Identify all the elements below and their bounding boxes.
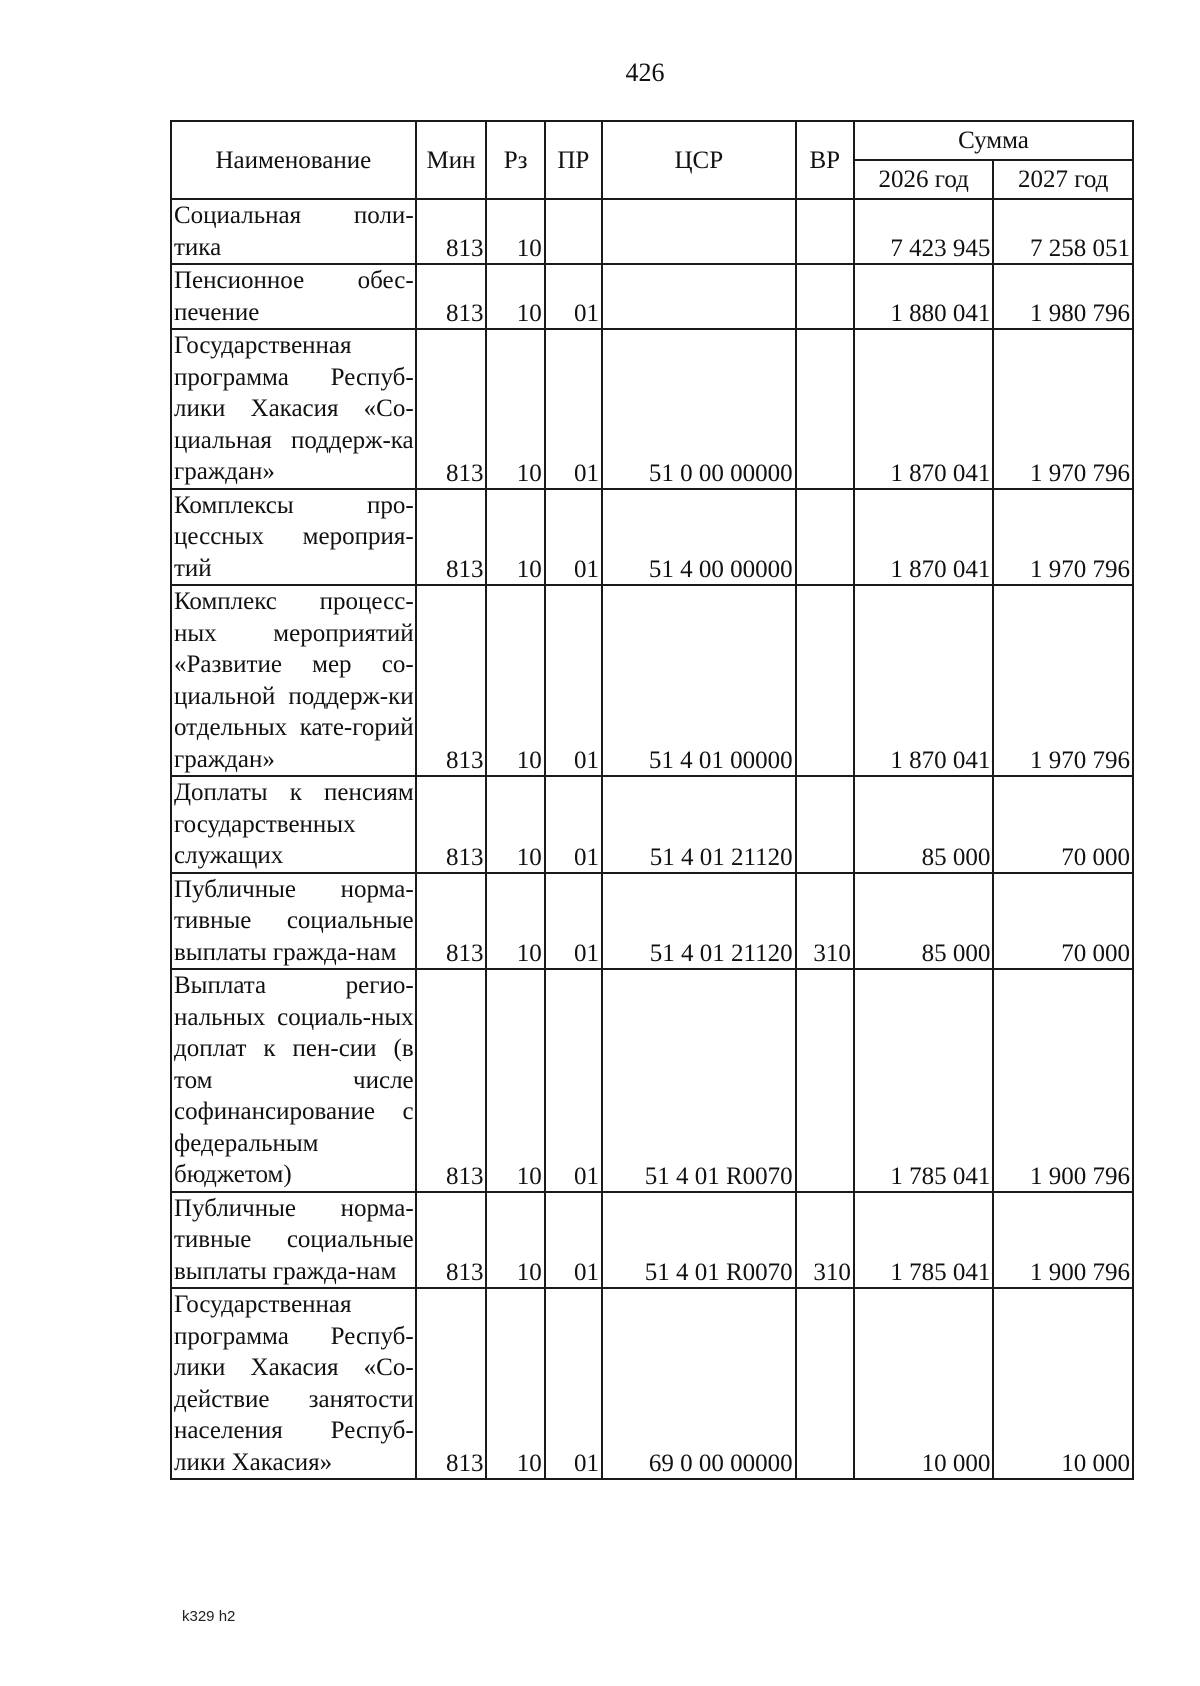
row-pr: 01 [545,264,602,329]
header-name: Наименование [171,121,416,199]
table-row [171,873,1133,970]
row-min: 813 [416,1288,487,1479]
row-rz: 10 [486,264,544,329]
row-rz: 10 [486,1288,544,1479]
row-sum-2027: 1 970 796 [993,489,1133,586]
header-year-2026: 2026 год [854,160,994,199]
row-name: Комплекс процесс-ных мероприятий «Развитие мер со-циальной поддерж-ки отдельных кате-горий граждан» [171,585,416,776]
footer-code: k329 h2 [182,1608,236,1625]
row-min: 813 [416,873,487,970]
row-rz: 10 [486,776,544,873]
row-vr [796,776,854,873]
header-vr: ВР [796,121,854,199]
row-min: 813 [416,264,487,329]
table-row [171,329,1133,489]
row-rz: 10 [486,873,544,970]
row-vr [796,585,854,776]
row-name: Социальная поли-тика [171,199,416,264]
row-sum-2026: 1 870 041 [854,329,994,489]
row-sum-2027: 70 000 [993,873,1133,970]
row-pr: 01 [545,873,602,970]
row-min: 813 [416,199,487,264]
row-min: 813 [416,969,487,1192]
row-csr: 51 4 01 R0070 [602,969,796,1192]
row-pr: 01 [545,776,602,873]
row-name: Выплата регио-нальных социаль-ных доплат к пен-сии (в том числе софинансирование с федеральным бюджетом) [171,969,416,1192]
table-row [171,199,1133,264]
row-name: Государственная программа Респуб-лики Хакасия «Со-действие занятости населения Респуб-лики Хакасия» [171,1288,416,1479]
row-pr: 01 [545,489,602,586]
row-pr: 01 [545,329,602,489]
table-row [171,264,1133,329]
row-pr [545,199,602,264]
header-min: Мин [416,121,487,199]
row-vr [796,969,854,1192]
row-sum-2026: 7 423 945 [854,199,994,264]
row-csr [602,199,796,264]
row-pr: 01 [545,969,602,1192]
row-name: Государственная программа Респуб-лики Хакасия «Со-циальная поддерж-ка граждан» [171,329,416,489]
row-min: 813 [416,489,487,586]
table-row [171,1192,1133,1289]
row-vr: 310 [796,1192,854,1289]
header-year-2027: 2027 год [993,160,1133,199]
row-rz: 10 [486,1192,544,1289]
row-rz: 10 [486,585,544,776]
row-rz: 10 [486,969,544,1192]
row-csr: 51 4 01 R0070 [602,1192,796,1289]
row-vr [796,264,854,329]
row-sum-2027: 7 258 051 [993,199,1133,264]
row-pr: 01 [545,1288,602,1479]
header-row [171,121,1133,160]
row-csr [602,264,796,329]
row-vr [796,329,854,489]
table-row [171,776,1133,873]
row-csr: 51 0 00 00000 [602,329,796,489]
row-rz: 10 [486,489,544,586]
row-csr: 51 4 01 00000 [602,585,796,776]
table-row [171,489,1133,586]
row-vr [796,199,854,264]
header-sum: Сумма [854,121,1133,160]
row-sum-2027: 70 000 [993,776,1133,873]
row-name: Публичные норма-тивные социальные выплаты гражда-нам [171,1192,416,1289]
row-sum-2026: 85 000 [854,776,994,873]
row-sum-2026: 1 785 041 [854,1192,994,1289]
row-vr [796,1288,854,1479]
row-vr [796,489,854,586]
budget-table [170,120,1134,1480]
row-pr: 01 [545,585,602,776]
row-sum-2027: 1 900 796 [993,1192,1133,1289]
row-sum-2027: 1 900 796 [993,969,1133,1192]
row-rz: 10 [486,199,544,264]
header-pr: ПР [545,121,602,199]
row-csr: 51 4 00 00000 [602,489,796,586]
header-csr: ЦСР [602,121,796,199]
row-sum-2026: 1 870 041 [854,489,994,586]
row-csr: 51 4 01 21120 [602,776,796,873]
row-csr: 51 4 01 21120 [602,873,796,970]
row-sum-2026: 10 000 [854,1288,994,1479]
table-body [171,199,1133,1479]
row-sum-2027: 1 970 796 [993,329,1133,489]
row-sum-2027: 1 980 796 [993,264,1133,329]
row-sum-2027: 1 970 796 [993,585,1133,776]
row-sum-2026: 1 880 041 [854,264,994,329]
row-name: Доплаты к пенсиям государственных служащих [171,776,416,873]
row-name: Публичные норма-тивные социальные выплаты гражда-нам [171,873,416,970]
row-rz: 10 [486,329,544,489]
table-row [171,585,1133,776]
row-min: 813 [416,329,487,489]
row-vr: 310 [796,873,854,970]
row-sum-2026: 1 785 041 [854,969,994,1192]
row-csr: 69 0 00 00000 [602,1288,796,1479]
row-min: 813 [416,585,487,776]
row-sum-2027: 10 000 [993,1288,1133,1479]
row-min: 813 [416,1192,487,1289]
row-min: 813 [416,776,487,873]
row-pr: 01 [545,1192,602,1289]
row-sum-2026: 85 000 [854,873,994,970]
table-row [171,969,1133,1192]
row-sum-2026: 1 870 041 [854,585,994,776]
row-name: Пенсионное обес-печение [171,264,416,329]
row-name: Комплексы про-цессных мероприя-тий [171,489,416,586]
header-rz: Рз [486,121,544,199]
table-row [171,1288,1133,1479]
page-number: 426 [625,58,665,87]
